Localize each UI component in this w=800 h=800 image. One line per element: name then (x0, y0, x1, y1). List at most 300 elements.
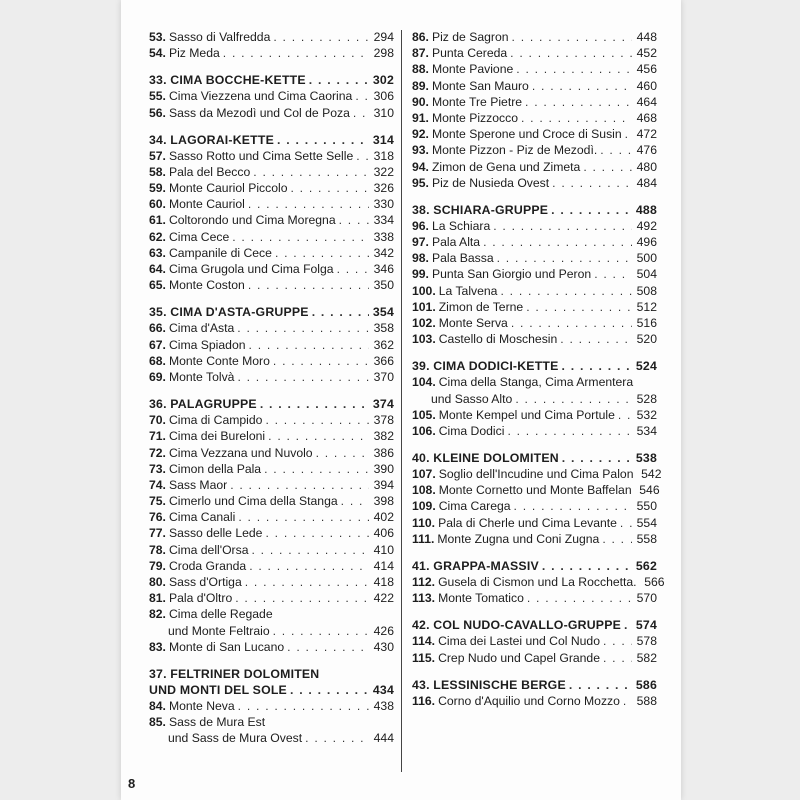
entry-title: Campanile di Cece (168, 245, 272, 260)
page-number: 8 (128, 776, 136, 791)
entry-title: Pala di Cherle und Cima Levante (438, 515, 617, 530)
section-title: 38. SCHIARA-GRUPPE (412, 202, 549, 217)
toc-entry (412, 574, 665, 590)
toc-entry (149, 574, 394, 590)
entry-number: 77. (149, 526, 166, 541)
leader-dots (552, 175, 632, 191)
entry-title: Cima d'Asta (168, 321, 235, 336)
page-ref: 504 (636, 267, 657, 282)
leader-dots (600, 142, 632, 158)
entry-number: 60. (149, 197, 166, 212)
page-ref: 586 (635, 677, 657, 692)
toc-entry (149, 229, 394, 245)
leader-dots (602, 531, 632, 547)
entry-title: Cima Spiadon (168, 337, 246, 352)
toc-section-heading (412, 617, 657, 633)
entry-title: Punta Cereda (431, 46, 508, 61)
entry-title: Pala del Becco (168, 164, 251, 179)
page-ref: 546 (639, 483, 660, 498)
toc-right-column (412, 29, 665, 709)
entry-title: Cima Vezzana und Nuvolo (168, 445, 313, 460)
page-ref: 524 (635, 359, 657, 374)
entry-number: 82. (149, 607, 166, 622)
page-ref: 362 (373, 337, 394, 352)
entry-number: 83. (149, 639, 166, 654)
entry-number: 86. (412, 30, 429, 44)
entry-title: Pala Alta (431, 235, 481, 250)
page-ref: 358 (373, 321, 394, 336)
toc-entry (149, 639, 394, 655)
toc-entry (412, 29, 657, 45)
leader-dots (268, 428, 369, 444)
toc-entry (412, 250, 657, 266)
entry-title: La Schiara (431, 218, 491, 233)
page-ref: 578 (636, 634, 657, 649)
entry-number: 103. (412, 332, 436, 347)
entry-title: Sass da Mezodì und Col de Poza (168, 105, 350, 120)
toc-entry (149, 477, 394, 493)
page-ref: 492 (636, 218, 657, 233)
page-ref: 322 (373, 164, 394, 179)
leader-dots (305, 730, 369, 746)
entry-number: 112. (412, 575, 436, 589)
leader-dots (232, 229, 369, 245)
page-ref: 414 (373, 558, 394, 573)
entry-title: Soglio dell'Incudine und Cima Palon (438, 467, 634, 482)
toc-entry (412, 110, 657, 126)
leader-dots (273, 623, 369, 639)
page-ref: 528 (636, 391, 657, 406)
leader-dots (515, 391, 632, 407)
page-ref: 558 (636, 531, 657, 546)
leader-dots (620, 515, 632, 531)
section-title: 35. CIMA D'ASTA-GRUPPE (149, 305, 309, 320)
leader-dots (525, 94, 632, 110)
entry-title: Cima della Stanga, Cima Armentera (438, 375, 634, 390)
page-ref: 488 (635, 202, 657, 217)
toc-entry (412, 650, 657, 666)
page-ref: 464 (636, 94, 657, 109)
entry-number: 74. (149, 477, 166, 492)
page-ref: 406 (373, 526, 394, 541)
entry-number: 63. (149, 245, 166, 260)
leader-dots (532, 78, 632, 94)
toc-entry (149, 320, 394, 336)
leader-dots (252, 542, 370, 558)
section-title: 41. GRAPPA-MASSIV (412, 558, 539, 573)
leader-dots (337, 261, 369, 277)
toc-entry (149, 493, 394, 509)
entry-title: Monte Neva (168, 699, 235, 714)
leader-dots (248, 277, 369, 293)
page-ref: 326 (373, 181, 394, 196)
page-ref: 402 (373, 510, 394, 525)
toc-entry (149, 212, 394, 228)
entry-title-cont: und Monte Feltraio (168, 623, 270, 638)
page-ref: 438 (373, 699, 394, 714)
toc-entry (149, 428, 394, 444)
entry-title: Crep Nudo und Capel Grande (438, 650, 600, 665)
toc-entry (149, 590, 394, 606)
entry-number: 98. (412, 251, 429, 266)
entry-number: 106. (412, 423, 436, 438)
entry-number: 89. (412, 78, 429, 93)
toc-entry (412, 45, 657, 61)
leader-dots (511, 315, 632, 331)
entry-title: Pala d'Oltro (168, 591, 233, 606)
entry-title: La Talvena (438, 283, 498, 298)
toc-section-heading (149, 304, 394, 320)
page-ref: 554 (636, 515, 657, 530)
page-ref: 386 (373, 445, 394, 460)
leader-dots (624, 617, 632, 633)
leader-dots (514, 498, 632, 514)
leader-dots (235, 590, 369, 606)
entry-title: Cimon della Pala (168, 461, 262, 476)
entry-number: 111. (412, 531, 435, 546)
page-ref: 538 (635, 450, 657, 465)
entry-title: Zimon de Terne (438, 299, 524, 314)
entry-title: Monte Conte Moro (168, 353, 270, 368)
leader-dots (594, 266, 632, 282)
page-ref: 562 (635, 558, 657, 573)
leader-dots (237, 320, 369, 336)
leader-dots (521, 110, 632, 126)
entry-title: Cima Cece (168, 229, 230, 244)
page-ref: 318 (373, 148, 394, 163)
entry-number: 95. (412, 175, 429, 190)
toc-section-heading (412, 558, 657, 574)
entry-title: Monte Cornetto und Monte Baffelan (438, 483, 632, 498)
entry-number: 101. (412, 299, 436, 314)
page-ref: 550 (636, 499, 657, 514)
toc-entry (149, 277, 394, 293)
page-ref: 374 (372, 396, 394, 411)
entry-title: Sasso di Valfredda (168, 30, 271, 44)
leader-dots (510, 45, 632, 61)
entry-number: 97. (412, 235, 429, 250)
column-divider (401, 30, 402, 772)
entry-number: 107. (412, 467, 436, 482)
toc-entry (149, 105, 394, 121)
toc-entry (412, 482, 660, 498)
page-ref: 398 (373, 494, 394, 509)
leader-dots (562, 450, 632, 466)
section-title: 42. COL NUDO-CAVALLO-GRUPPE (412, 618, 621, 633)
page-ref: 346 (373, 262, 394, 277)
entry-number: 64. (149, 262, 166, 277)
leader-dots (275, 245, 369, 261)
leader-dots (527, 590, 632, 606)
toc-section-heading (149, 666, 394, 682)
entry-number: 100. (412, 283, 436, 298)
toc-entry (149, 412, 394, 428)
leader-dots (253, 164, 369, 180)
toc-entry (149, 698, 394, 714)
section-title: 39. CIMA DODICI-KETTE (412, 359, 559, 374)
toc-entry (149, 164, 394, 180)
page-ref: 512 (636, 299, 657, 314)
entry-number: 80. (149, 575, 166, 589)
leader-dots (265, 525, 369, 541)
toc-section-heading (412, 358, 657, 374)
leader-dots (603, 650, 632, 666)
section-title: 34. LAGORAI-KETTE (149, 132, 275, 147)
entry-title: Monte San Mauro (431, 78, 529, 93)
entry-title: Monte Cauriol Piccolo (168, 181, 288, 196)
leader-dots (341, 493, 369, 509)
entry-number: 91. (412, 110, 429, 125)
toc-entry (149, 88, 394, 104)
entry-number: 53. (149, 30, 166, 44)
leader-dots (260, 396, 369, 412)
leader-dots (309, 72, 369, 88)
entry-title: Monte Serva (438, 315, 508, 330)
leader-dots (483, 234, 632, 250)
entry-number: 85. (149, 715, 166, 730)
entry-title: Cima Dodici (438, 423, 505, 438)
toc-entry (149, 45, 394, 61)
entry-number: 68. (149, 353, 166, 368)
toc-entry (149, 445, 394, 461)
page-ref: 542 (641, 467, 662, 482)
toc-entry (412, 159, 657, 175)
page-ref: 508 (636, 283, 657, 298)
page-ref: 330 (373, 197, 394, 212)
page-ref: 410 (373, 542, 394, 557)
entry-number: 93. (412, 143, 429, 158)
toc-section-heading (149, 132, 394, 148)
entry-number: 58. (149, 164, 166, 179)
entry-title: Coltorondo und Cima Moregna (168, 213, 336, 228)
entry-number: 61. (149, 213, 166, 228)
section-title: 33. CIMA BOCCHE-KETTE (149, 73, 306, 88)
leader-dots (287, 639, 369, 655)
entry-title: Cima dell'Orsa (168, 542, 249, 557)
page-ref: 452 (636, 46, 657, 61)
toc-entry (149, 337, 394, 353)
toc-entry (149, 525, 394, 541)
entry-title: Piz Meda (168, 46, 220, 61)
toc-entry (412, 78, 657, 94)
entry-title: Cimerlo und Cima della Stanga (168, 494, 338, 509)
toc-entry (149, 509, 394, 525)
entry-number: 66. (149, 321, 166, 336)
leader-dots (542, 558, 632, 574)
toc-entry (412, 590, 657, 606)
entry-title: Monte Cauriol (168, 197, 245, 212)
toc-entry (412, 218, 657, 234)
leader-dots (516, 61, 632, 77)
page-ref: 310 (373, 105, 394, 120)
entry-title: Monte Tomatico (438, 591, 524, 606)
page-ref: 520 (636, 332, 657, 347)
leader-dots (562, 358, 632, 374)
entry-number: 105. (412, 407, 436, 422)
toc-entry (149, 29, 394, 45)
leader-dots (249, 558, 369, 574)
toc-left-column (149, 29, 394, 747)
toc-section-heading-cont (149, 682, 394, 698)
page-ref: 382 (373, 429, 394, 444)
page-ref: 532 (636, 407, 657, 422)
toc-entry (149, 714, 394, 730)
page-ref: 496 (636, 235, 657, 250)
page-ref: 566 (644, 575, 665, 589)
entry-number: 115. (412, 650, 436, 665)
toc-entry (412, 407, 657, 423)
entry-title: Pala Bassa (431, 251, 494, 266)
entry-number: 109. (412, 499, 436, 514)
leader-dots (223, 45, 369, 61)
leader-dots (316, 445, 369, 461)
page-ref: 342 (373, 245, 394, 260)
entry-number: 75. (149, 494, 166, 509)
section-title: 43. LESSINISCHE BERGE (412, 677, 566, 692)
leader-dots (249, 337, 369, 353)
page-ref: 570 (636, 591, 657, 606)
entry-title: Sass Maor (168, 477, 228, 492)
toc-entry (412, 126, 657, 142)
toc-entry (149, 558, 394, 574)
leader-dots (277, 132, 369, 148)
page-ref: 500 (636, 251, 657, 266)
entry-number: 108. (412, 483, 436, 498)
toc-entry (149, 353, 394, 369)
entry-title: Cima Grugola und Cima Folga (168, 262, 334, 277)
page-ref: 422 (373, 591, 394, 606)
leader-dots (618, 407, 632, 423)
entry-title: Sass de Mura Est (168, 715, 266, 730)
leader-dots (264, 461, 369, 477)
leader-dots (507, 423, 632, 439)
entry-title: Corno d'Aquilio und Corno Mozzo (438, 693, 620, 708)
entry-title: Monte Tre Pietre (431, 94, 523, 109)
entry-number: 78. (149, 542, 166, 557)
entry-title: Cima delle Regade (168, 607, 273, 622)
toc-entry (412, 315, 657, 331)
entry-number: 116. (412, 693, 436, 708)
entry-number: 57. (149, 148, 166, 163)
leader-dots (623, 693, 632, 709)
toc-section-heading (149, 396, 394, 412)
entry-title: Monte Zugna und Coni Zugna (437, 531, 600, 546)
toc-entry-cont (149, 623, 394, 639)
page-ref: 366 (373, 353, 394, 368)
entry-title: Monte Tolvà (168, 369, 235, 384)
leader-dots (603, 633, 632, 649)
toc-entry (412, 331, 657, 347)
leader-dots (265, 412, 369, 428)
section-title: 37. FELTRINER DOLOMITEN (149, 666, 320, 681)
page-ref: 448 (636, 30, 657, 44)
page-ref: 294 (373, 30, 394, 44)
page-ref: 484 (636, 175, 657, 190)
entry-number: 55. (149, 89, 166, 104)
leader-dots (497, 250, 632, 266)
page-ref: 534 (636, 423, 657, 438)
entry-title: Monte di San Lucano (168, 639, 285, 654)
section-title: 36. PALAGRUPPE (149, 396, 257, 411)
leader-dots (512, 29, 632, 45)
leader-dots (291, 180, 370, 196)
toc-entry (412, 693, 657, 709)
leader-dots (273, 353, 369, 369)
entry-number: 56. (149, 105, 166, 120)
leader-dots (273, 29, 369, 45)
entry-number: 79. (149, 558, 166, 573)
page-ref: 468 (636, 110, 657, 125)
page-ref: 302 (372, 73, 394, 88)
page-ref: 350 (373, 278, 394, 293)
leader-dots (245, 574, 369, 590)
toc-entry (412, 234, 657, 250)
page-ref: 334 (373, 213, 394, 228)
entry-number: 70. (149, 413, 166, 428)
page-ref: 370 (373, 369, 394, 384)
entry-number: 96. (412, 218, 429, 233)
page-ref: 298 (373, 46, 394, 61)
leader-dots (353, 105, 369, 121)
section-title-cont: UND MONTI DEL SOLE (149, 682, 287, 697)
toc-entry (149, 245, 394, 261)
entry-number: 99. (412, 267, 429, 282)
entry-number: 73. (149, 461, 166, 476)
leader-dots (238, 698, 369, 714)
toc-entry (149, 542, 394, 558)
toc-entry (412, 299, 657, 315)
leader-dots (237, 369, 369, 385)
page-ref: 306 (373, 89, 394, 104)
entry-number: 87. (412, 46, 429, 61)
leader-dots (230, 477, 369, 493)
leader-dots (526, 299, 632, 315)
leader-dots (355, 88, 369, 104)
leader-dots (551, 202, 632, 218)
entry-title-cont: und Sass de Mura Ovest (168, 731, 303, 746)
entry-number: 110. (412, 515, 436, 530)
toc-entry (149, 461, 394, 477)
toc-entry (412, 175, 657, 191)
toc-section-heading (412, 677, 657, 693)
page-ref: 314 (372, 132, 394, 147)
entry-title-cont: und Sasso Alto (431, 391, 513, 406)
toc-entry (149, 196, 394, 212)
entry-number: 69. (149, 369, 166, 384)
entry-number: 90. (412, 94, 429, 109)
entry-title: Cima dei Lastei und Col Nudo (438, 634, 600, 649)
toc-section-heading (149, 72, 394, 88)
entry-title: Piz de Nusieda Ovest (431, 175, 550, 190)
leader-dots (583, 159, 632, 175)
entry-title: Zimon de Gena und Zimeta (431, 159, 581, 174)
toc-entry (412, 283, 657, 299)
entry-title: Castello di Moschesin (438, 332, 558, 347)
section-title: 40. KLEINE DOLOMITEN (412, 450, 559, 465)
entry-number: 104. (412, 375, 436, 390)
entry-title: Cima dei Bureloni (168, 429, 266, 444)
toc-entry (412, 633, 657, 649)
entry-title: Sasso delle Lede (168, 526, 263, 541)
entry-number: 94. (412, 159, 429, 174)
entry-title: Sass d'Ortiga (168, 575, 242, 589)
toc-entry (412, 94, 657, 110)
entry-title: Monte Coston (168, 278, 245, 293)
page-ref: 444 (373, 731, 394, 746)
entry-title: Piz de Sagron (431, 30, 509, 44)
toc-section-heading (412, 450, 657, 466)
entry-title: Monte Pavione (431, 62, 514, 77)
